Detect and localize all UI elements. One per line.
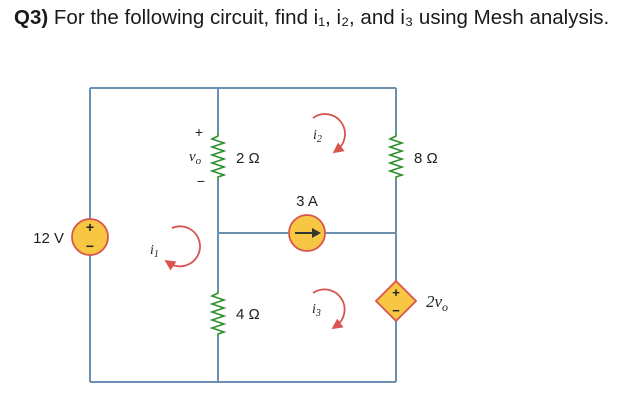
resistor-4ohm [212, 290, 224, 336]
wires [90, 88, 396, 382]
current-source-label: 3 A [296, 193, 318, 210]
resistor-8ohm [390, 133, 402, 180]
source-voltage-label: 12 V [33, 230, 64, 247]
current-source [289, 215, 325, 251]
question-number: Q3) [14, 6, 49, 29]
vo-minus: − [196, 173, 206, 189]
dep-plus: + [392, 285, 400, 300]
dep-minus: − [392, 303, 400, 318]
mesh-label-i3: $i_3$ [312, 302, 321, 319]
resistor-4ohm-label: 4 Ω [236, 306, 260, 323]
resistor-2ohm [212, 133, 224, 180]
resistor-2ohm-label: 2 Ω [236, 150, 260, 167]
mesh-arrow-i2 [313, 114, 345, 150]
question-body: For the following circuit, find i₁, i₂, and i₃ using Mesh analysis. [53, 6, 610, 29]
dependent-source [376, 281, 416, 321]
mesh-arrow-i3 [312, 289, 345, 326]
mesh-label-i1: $i_1$ [150, 243, 159, 260]
source-minus: − [85, 238, 95, 254]
mesh-arrow-i1 [150, 226, 200, 266]
vo-plus: + [194, 124, 204, 140]
resistor-8ohm-label: 8 Ω [414, 150, 438, 167]
vo-label: $v_o$ [189, 149, 202, 167]
source-plus: + [85, 219, 95, 235]
mesh-label-i2: $i_2$ [313, 128, 322, 145]
dependent-source-label: $2v_o$ [426, 292, 449, 314]
voltage-source [72, 219, 108, 255]
